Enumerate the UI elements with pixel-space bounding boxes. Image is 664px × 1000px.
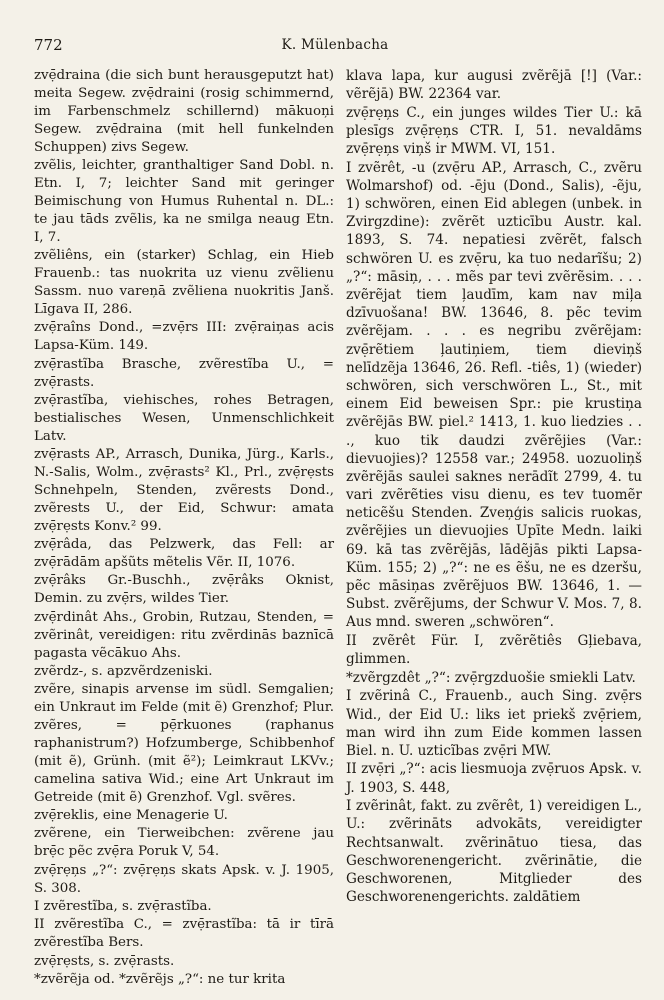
dictionary-entry: I zvẽrinâ C., Frauenb., auch Sing. zvẹ̄rs Wid., der Eid U.: liks iet priekš zvẹ̄riem, man wird ihn zum Eide kommen lassen Biel. n. U. uzticĩbas zvẹ̄ri MW. (346, 688, 642, 759)
dictionary-entry: zvẽlis, leichter, granthaltiger Sand Dobl. n. Etn. I, 7; leichter Sand mit geringer Beimischung von Humus Ruhental n. DL.: te jau tāds zvẽlis, ka ne smilga neaug Etn. I, 7. (34, 158, 334, 245)
left-column (34, 67, 334, 989)
dictionary-entry: zvẽliêns, ein (starker) Schlag, ein Hieb Frauenb.: tas nuokrita uz vienu zvẽlienu Sassm. nuo vareņā zvẽliena nuokritis Janš. Līgava II, 286. (34, 248, 334, 317)
dictionary-entry: I zvẽrêt, -u (zvẹ̄ru AP., Arrasch, C., zvẽru Wolmarshof) od. -ēju (Dond., Salis), -ẽju, 1) schwören, einen Eid ablegen (unbek. in Zvirgzdine): zvẽrẽt uzticību Austr. kal. 1893, S. 74. nepatiesi zvẽrẽt, falsch schwören U. es zvẹ̄ru, ka tuo nedarĩšu; 2) „?“: māsiņ, . . . mẽs par tevi zvẽrẽsim. . . . zvẽrẽjat tiem ļaudīm, kam nav miļa dzīvuošana! BW. 13646, 8. pẽc tevim zvẽrẽjam. . . . es negribu zvẽrẽjam: zvẹ̄rẽtiem ļautiņiem, tiem dieviņš nelīdzẽja 13646, 26. Refl. -tiês, 1) (wieder) schwören, sich verschwören L., St., mit einem Eid beweisen Spr.: pie krustiņa zvẽrẽjās BW. piel.² 1413, 1. kuo liedzies . . ., kuo tik daudzi zvẽrẽjies (Var.: dievuojies)? 12558 var.; 24958. uozuoliņš zvẽrẽjās saulei saknes nerādĩt 2799, 4. tu vari zvẽrẽties visu dienu, es tev tuomẽr neticẽšu Stenden. Zveņģis salicis ruokas, zvẽrẽjies un dievuojies Upīte Medn. laiki 69. kā tas zvẽrẽjās, lādẽjās pikti Lapsa-Küm. 155; 2) „?“: ne es ẽšu, ne es dzeršu, pẽc māsiņas zvẽrẽjuos BW. 13646, 1. — Subst. zvẽrẽjums, der Schwur V. Mos. 7, 8. Aus mnd. sweren „schwören“. (346, 159, 642, 631)
dictionary-entry: zvẹ̄raîns Dond., =zvẹ̄rs III: zvẹ̄raiņas acis Lapsa-Küm. 149. (34, 320, 334, 354)
running-head: K. Mülenbacha (281, 37, 389, 53)
dictionary-entry: *zvẽrẽja od. *zvẽrẽjs „?“: ne tur krita (34, 971, 286, 987)
dictionary-entry: zvẹ̄râda, das Pelzwerk, das Fell: ar zvẹ̄rādām apšũts mẽtelis Vẽr. II, 1076. (34, 537, 334, 571)
page-header (34, 36, 636, 56)
dictionary-entry: II zvẹ̄ri „?“: acis liesmuoja zvẹ̄ruos Apsk. v. J. 1903, S. 448, (346, 761, 642, 796)
dictionary-entry: zvẹ̄rastĩba Brasche, zvẽrestĩba U., = zvẹ̄rasts. (34, 356, 334, 390)
dictionary-entry: II zvẽrestĩba C., = zvẹ̄rastĩba: tā ir tīrā zvẽrestĩba Bers. (34, 917, 334, 951)
dictionary-entry: zvẹ̄draina (die sich bunt herausgeputzt hat) meita Segew. zvẹ̄draini (rosig schimmernd, im Farbenschmelz schillernd) mākuoņi Segew. zvẹ̄draina (mit hell funkelnden Schuppen) zivs Segew. (34, 68, 334, 155)
dictionary-entry: zvẹ̄rastĩba, viehisches, rohes Betragen, bestialisches Wesen, Unmenschlichkeit Latv. (34, 392, 334, 444)
dictionary-entry: II zvẽrêt Für. I, zvẽrẽtiês Gļiebava, glimmen. (346, 632, 642, 668)
dictionary-entry: zvẹ̄rẹsts, s. zvẹ̄rasts. (34, 953, 175, 969)
dictionary-entry: zvẹ̄rdinât Ahs., Grobin, Rutzau, Stenden, = zvẽrinât, vereidigen: ritu zvẽrdinās baznīcā pagasta vẽcākuo Ahs. (34, 609, 334, 661)
right-column (346, 67, 642, 907)
dictionary-entry: zvẽrene, ein Tierweibchen: zvẽrene jau brẹ̄c pẽc zvẹ̄ra Poruk V, 54. (34, 826, 334, 860)
dictionary-entry: zvẽrdz-, s. apzvẽrdzeniski. (34, 663, 213, 679)
dictionary-entry: zvẹ̄rẹņs C., ein junges wildes Tier U.: kā plesīgs zvẹ̄rẹņs CTR. I, 51. nevaldāms zvẹ̄rẹņs viņš ir MWM. VI, 151. (346, 104, 642, 158)
dictionary-entry: zvẹ̄reklis, eine Menagerie U. (34, 808, 228, 824)
dictionary-entry: zvẹ̄rasts AP., Arrasch, Dunika, Jürg., Karls., N.-Salis, Wolm., zvẹ̄rasts² Kl., Prl., zvẹ̄rẹsts Schnehpeln, Stenden, zvẽrests Dond., zvẽrests U., der Eid, Schwur: amata zvẹ̄rẹsts Konv.² 99. (34, 447, 334, 534)
dictionary-entry: I zvẽrestĩba, s. zvẹ̄rastĩba. (34, 898, 212, 914)
dictionary-entry: *zvẽrgzdêt „?“: zvẹ̄rgzduošie smiekli Latv. (346, 669, 636, 686)
page-number: 772 (34, 36, 63, 54)
dictionary-entry: klava lapa, kur augusi zvẽrẽjā [!] (Var.: vẽrẽjā) BW. 22364 var. (346, 68, 642, 103)
dictionary-entry: I zvẽrinât, fakt. zu zvẽrêt, 1) vereidigen L., U.: zvẽrināts advokāts, vereidigter Rechtsanwalt. zvẽrinātuo tiesa, das Geschworenengericht. zvẽrinātie, die Geschworenen, Mitglieder des Geschworenengerichts. zaldātiem (346, 798, 642, 906)
dictionary-entry: zvẽre, sinapis arvense im südl. Semgalien; ein Unkraut im Felde (mit ẽ) Grenzhof; Plur. zvẽres, = pẹ̄rkuones (raphanus raphanistrum?) Hofzumberge, Schibbenhof (mit ẽ), Grünh. (mit ẽ²); Leimkraut LKVv.; camelina sativa Wid.; eine Art Unkraut im Getreide (mit ẽ) Grenzhof. Vgl. svẽres. (34, 682, 334, 805)
dictionary-entry: zvẹ̄râks Gr.-Buschh., zvẹ̄râks Oknist, Demin. zu zvẹ̄rs, wildes Tier. (34, 573, 334, 607)
dictionary-entry: zvẹ̄rẹņs „?“: zvẹ̄rẹņs skats Apsk. v. J. 1905, S. 308. (34, 862, 334, 896)
